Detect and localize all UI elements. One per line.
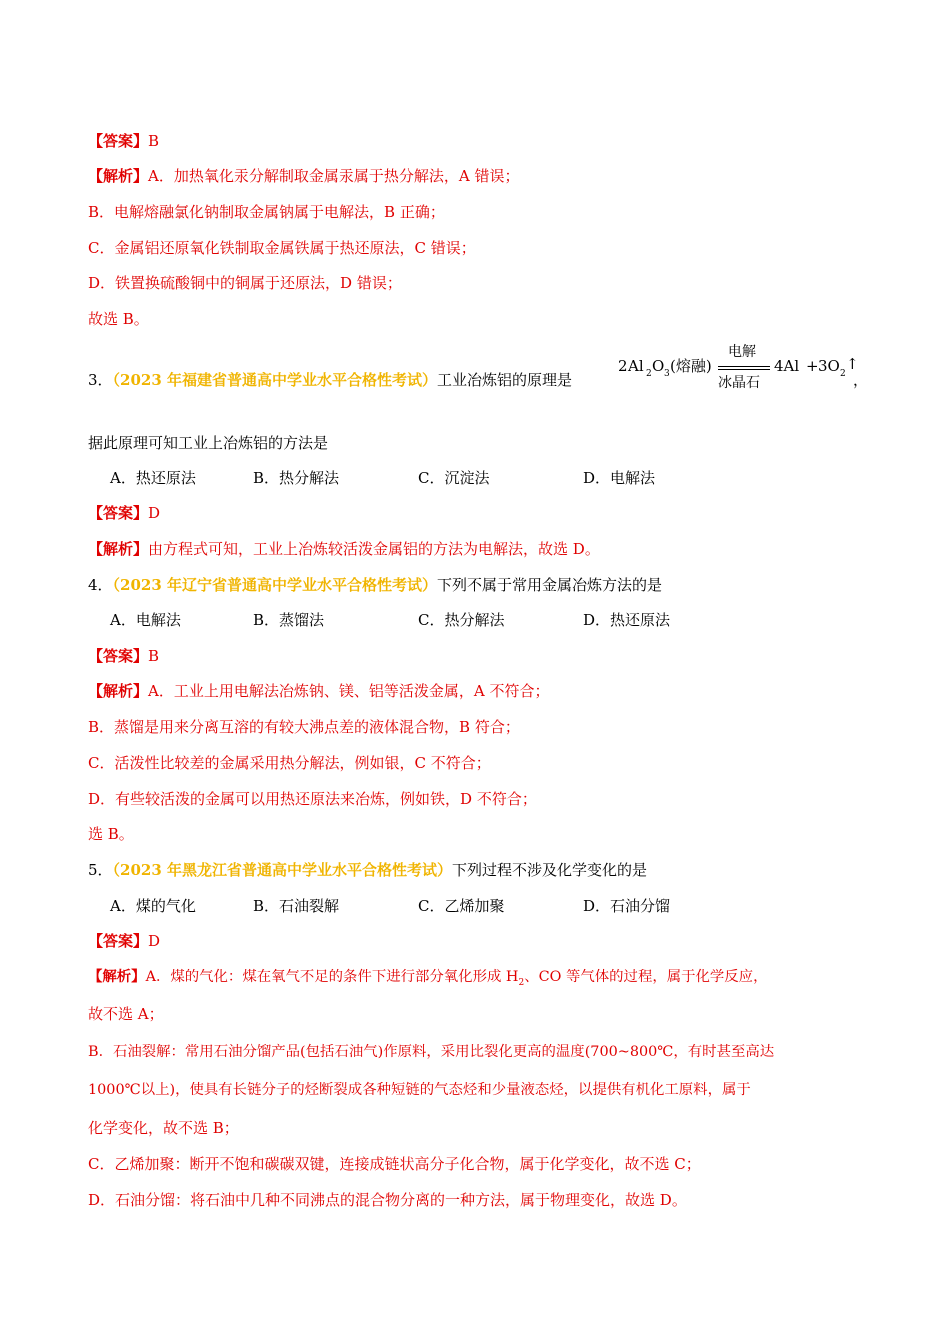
eq-sub-2: 2 bbox=[646, 369, 652, 379]
eq-state: (熔融) bbox=[670, 357, 712, 375]
analysis-tag: 【解析】 bbox=[88, 682, 149, 700]
answer-tag: 【答案】 bbox=[88, 932, 149, 950]
analysis-text: A．加热氧化汞分解制取金属汞属于热分解法，A 错误； bbox=[148, 167, 520, 185]
q4-options bbox=[88, 610, 868, 630]
q2-analysis-c: C．金属铝还原氧化铁制取金属铁属于热还原法，C 错误； bbox=[88, 239, 476, 257]
question-number: 5． bbox=[88, 861, 113, 879]
q4-stem-line bbox=[88, 575, 868, 595]
eq-o: O bbox=[652, 357, 665, 375]
q3-option-d: D．电解法 bbox=[583, 469, 656, 487]
eq-gas-arrow: ↑ bbox=[846, 355, 859, 373]
q5-option-d: D．石油分馏 bbox=[583, 897, 671, 915]
q3-options bbox=[88, 468, 868, 488]
q3-answer-line bbox=[88, 503, 868, 523]
question-number: 4． bbox=[88, 576, 113, 594]
question-number: 3． bbox=[88, 371, 113, 389]
q5-analysis-b-1: B．石油裂解：常用石油分馏产品(包括石油气)作原料，采用比裂化更高的温度(700~800℃，有时甚至高达 bbox=[88, 1044, 775, 1060]
analysis-tag: 【解析】 bbox=[88, 167, 149, 185]
q5-option-b: B．石油裂解 bbox=[253, 897, 340, 915]
subscript: 2 bbox=[518, 977, 525, 988]
q3-option-c: C．沉淀法 bbox=[418, 469, 490, 487]
q5-answer-line bbox=[88, 931, 868, 951]
analysis-text: A．煤的气化：煤在氧气不足的条件下进行部分氧化形成 H bbox=[145, 969, 519, 985]
q5-option-c: C．乙烯加聚 bbox=[418, 897, 505, 915]
q4-option-a: A．电解法 bbox=[110, 611, 181, 629]
q3-chemical-equation bbox=[618, 339, 858, 395]
answer-value: D bbox=[148, 932, 161, 950]
analysis-text-cont: 、CO 等气体的过程，属于化学反应， bbox=[524, 969, 768, 985]
eq-coef: 2 bbox=[618, 357, 628, 375]
eq-condition-above: 电解 bbox=[728, 344, 756, 360]
eq-double-bar-bottom bbox=[718, 369, 770, 370]
q2-analysis-a bbox=[88, 166, 868, 186]
q5-option-a: A．煤的气化 bbox=[110, 897, 196, 915]
q4-option-d: D．热还原法 bbox=[583, 611, 671, 629]
question-source: （2023 年黑龙江省普通高中学业水平合格性考试） bbox=[112, 861, 453, 879]
analysis-text: 由方程式可知，工业上冶炼较活泼金属铝的方法为电解法，故选 D。 bbox=[148, 540, 600, 558]
q3-analysis bbox=[88, 539, 868, 559]
q2-conclusion: 故选 B。 bbox=[88, 310, 149, 328]
q5-analysis-d: D．石油分馏：将石油中几种不同沸点的混合物分离的一种方法，属于物理变化，故选 D。 bbox=[88, 1191, 687, 1209]
analysis-tag: 【解析】 bbox=[88, 540, 149, 558]
question-stem: 工业冶炼铝的原理是 bbox=[437, 371, 573, 389]
q4-analysis-a bbox=[88, 681, 868, 701]
eq-condition-below: 冰晶石 bbox=[718, 375, 760, 391]
q3-option-a: A．热还原法 bbox=[110, 469, 196, 487]
q4-answer-line bbox=[88, 646, 868, 666]
q2-analysis-b: B．电解熔融氯化钠制取金属钠属于电解法，B 正确； bbox=[88, 203, 445, 221]
question-source: （2023 年福建省普通高中学业水平合格性考试） bbox=[112, 371, 438, 389]
answer-tag: 【答案】 bbox=[88, 504, 149, 522]
q4-analysis-d: D．有些较活泼的金属可以用热还原法来冶炼，例如铁，D 不符合； bbox=[88, 790, 537, 808]
q5-analysis-a-cont: 故不选 A； bbox=[88, 1005, 164, 1023]
q2-answer-line bbox=[88, 131, 868, 151]
q5-analysis-c: C．乙烯加聚：断开不饱和碳碳双键，连接成链状高分子化合物，属于化学变化，故不选 C； bbox=[88, 1155, 701, 1173]
q4-option-b: B．蒸馏法 bbox=[253, 611, 325, 629]
q4-conclusion: 选 B。 bbox=[88, 825, 134, 843]
analysis-tag: 【解析】 bbox=[88, 968, 146, 985]
eq-al: Al bbox=[628, 357, 644, 375]
q5-analysis-b-2: 1000℃以上)，使具有长链分子的烃断裂成各种短链的气态烃和少量液态烃，以提供有机化工原料，属于 bbox=[88, 1082, 751, 1098]
q5-analysis-a bbox=[88, 967, 868, 993]
q3-stem-line-2: 据此原理可知工业上冶炼铝的方法是 bbox=[88, 434, 329, 452]
question-source: （2023 年辽宁省普通高中学业水平合格性考试） bbox=[112, 576, 438, 594]
eq-sub-3: 3 bbox=[664, 369, 670, 379]
q3-comma: ， bbox=[853, 371, 869, 389]
question-stem: 下列不属于常用金属冶炼方法的是 bbox=[437, 576, 663, 594]
answer-value: B bbox=[148, 647, 160, 665]
q4-analysis-c: C．活泼性比较差的金属采用热分解法，例如银，C 不符合； bbox=[88, 754, 491, 772]
eq-product-o: 3O bbox=[818, 357, 840, 375]
answer-value: D bbox=[148, 504, 161, 522]
answer-tag: 【答案】 bbox=[88, 132, 149, 150]
q3-option-b: B．热分解法 bbox=[253, 469, 340, 487]
q2-analysis-d: D．铁置换硫酸铜中的铜属于还原法，D 错误； bbox=[88, 274, 402, 292]
eq-plus: + bbox=[806, 357, 819, 375]
analysis-text: A．工业上用电解法冶炼钠、镁、铝等活泼金属，A 不符合； bbox=[148, 682, 550, 700]
answer-tag: 【答案】 bbox=[88, 647, 149, 665]
q4-analysis-b: B．蒸馏是用来分离互溶的有较大沸点差的液体混合物，B 符合； bbox=[88, 718, 520, 736]
q5-options bbox=[88, 896, 868, 916]
eq-sub-o2: 2 bbox=[840, 369, 846, 379]
question-stem: 下列过程不涉及化学变化的是 bbox=[452, 861, 648, 879]
eq-double-bar-top bbox=[718, 366, 770, 367]
eq-product-al: 4Al bbox=[774, 357, 800, 375]
q4-option-c: C．热分解法 bbox=[418, 611, 505, 629]
q5-analysis-b-3: 化学变化，故不选 B； bbox=[88, 1119, 239, 1137]
answer-value: B bbox=[148, 132, 160, 150]
q5-stem-line bbox=[88, 860, 868, 880]
